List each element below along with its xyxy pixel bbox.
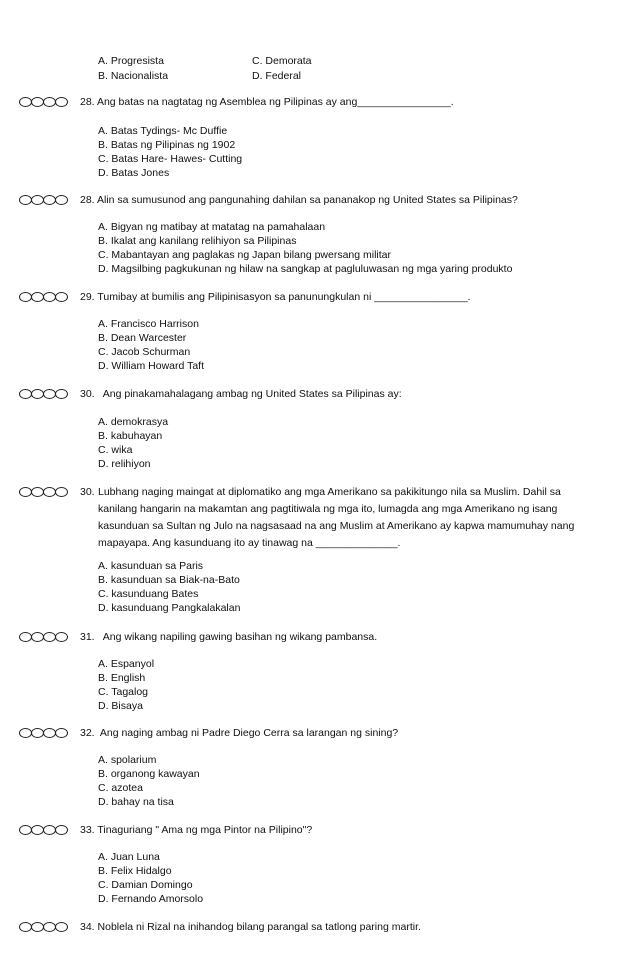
answer-bubbles xyxy=(19,97,67,107)
question-text: Ang naging ambag ni Padre Diego Cerra sa larangan ng sining? xyxy=(97,727,399,739)
option: A. demokrasya xyxy=(98,416,169,428)
question-number: 33. xyxy=(80,824,95,836)
answer-bubble[interactable] xyxy=(55,632,68,642)
option: C. Mabantayan ang paglakas ng Japan bilang pwersang militar xyxy=(98,249,392,261)
answer-bubble[interactable] xyxy=(55,922,68,932)
option: B. Ikalat ang kanilang relihiyon sa Pilipinas xyxy=(98,235,297,247)
answer-bubble[interactable] xyxy=(55,487,68,497)
answer-bubbles xyxy=(19,389,67,399)
question-number: 29. xyxy=(80,291,95,303)
option: D. relihiyon xyxy=(98,458,151,470)
option: B. English xyxy=(98,672,146,684)
option-c: C. Demorata xyxy=(252,55,312,67)
question-number: 31. xyxy=(80,631,95,643)
option: A. kasunduan sa Paris xyxy=(98,560,204,572)
option: C. Batas Hare- Hawes- Cutting xyxy=(98,153,243,165)
option: D. bahay na tisa xyxy=(98,796,174,808)
option: C. Jacob Schurman xyxy=(98,346,191,358)
question-number: 30. xyxy=(80,388,95,400)
question-text: Ang batas na nagtatag ng Asemblea ng Pilipinas ay ang________________. xyxy=(96,96,454,108)
option: C. azotea xyxy=(98,782,143,794)
question-number: 32. xyxy=(80,727,95,739)
option-d: D. Federal xyxy=(252,70,302,82)
option: D. kasunduang Pangkalakalan xyxy=(98,602,241,614)
option: A. Espanyol xyxy=(98,658,155,670)
option: D. Batas Jones xyxy=(98,167,170,179)
question-text: Alin sa sumusunod ang pangunahing dahilan sa pananakop ng United States sa Pilipinas? xyxy=(96,194,518,206)
option: C. Damian Domingo xyxy=(98,879,193,891)
question-text: Lubhang naging maingat at diplomatiko ang mga Amerikano sa pakikitungo nila sa Muslim. Dahil sa kanilang hangarin na makamtan ang pagtitiwala ng mga ito, lumagda ang mga Amerikano ng isang kasunduan sa Sultan ng Julo na nagsasaad na ang Muslim at Amerikano ay kapwa mamumuhay nang mapayapa. Ang kasunduang ito ay tinawag na ______________. xyxy=(98,486,575,549)
option: C. Tagalog xyxy=(98,686,149,698)
option: D. Bisaya xyxy=(98,700,143,712)
option: D. Fernando Amorsolo xyxy=(98,893,204,905)
option: B. organong kawayan xyxy=(98,768,200,780)
question-number: 34. xyxy=(80,921,95,933)
answer-bubbles xyxy=(19,487,67,497)
answer-bubbles xyxy=(19,728,67,738)
option: C. kasunduang Bates xyxy=(98,588,199,600)
question-number: 28. xyxy=(80,194,95,206)
option: B. Felix Hidalgo xyxy=(98,865,172,877)
answer-bubbles xyxy=(19,825,67,835)
option: A. Batas Tydings- Mc Duffie xyxy=(98,125,228,137)
option: C. wika xyxy=(98,444,133,456)
question-text: Ang pinakamahalagang ambag ng United States sa Pilipinas ay: xyxy=(97,388,402,400)
answer-bubble[interactable] xyxy=(55,825,68,835)
question-text: Ang wikang napiling gawing basihan ng wikang pambansa. xyxy=(97,631,378,643)
option-a: A. Progresista xyxy=(98,55,164,67)
answer-bubbles xyxy=(19,632,67,642)
answer-bubble[interactable] xyxy=(55,292,68,302)
option: A. spolarium xyxy=(98,754,157,766)
option: A. Juan Luna xyxy=(98,851,160,863)
option: B. kabuhayan xyxy=(98,430,163,442)
answer-bubbles xyxy=(19,922,67,932)
answer-bubble[interactable] xyxy=(55,97,68,107)
option: B. Dean Warcester xyxy=(98,332,187,344)
question-text: Tumibay at bumilis ang Pilipinisasyon sa panunungkulan ni ________________. xyxy=(97,291,471,303)
option: B. Batas ng Pilipinas ng 1902 xyxy=(98,139,236,151)
answer-bubble[interactable] xyxy=(55,389,68,399)
question-text: Tinaguriang " Ama ng mga Pintor na Pilipino"? xyxy=(97,824,313,836)
answer-bubble[interactable] xyxy=(55,728,68,738)
question-number: 30. xyxy=(80,486,95,498)
option-b: B. Nacionalista xyxy=(98,70,169,82)
question-text: Noblela ni Rizal na inihandog bilang parangal sa tatlong paring martir. xyxy=(97,921,421,933)
answer-bubbles xyxy=(19,292,67,302)
answer-bubble[interactable] xyxy=(55,195,68,205)
option: A. Francisco Harrison xyxy=(98,318,199,330)
option: D. William Howard Taft xyxy=(98,360,204,372)
option: D. Magsilbing pagkukunan ng hilaw na sangkap at pagluluwasan ng mga yaring produkto xyxy=(98,263,513,275)
option: A. Bigyan ng matibay at matatag na pamahalaan xyxy=(98,221,326,233)
question-number: 28. xyxy=(80,96,95,108)
option: B. kasunduan sa Biak-na-Bato xyxy=(98,574,240,586)
answer-bubbles xyxy=(19,195,67,205)
